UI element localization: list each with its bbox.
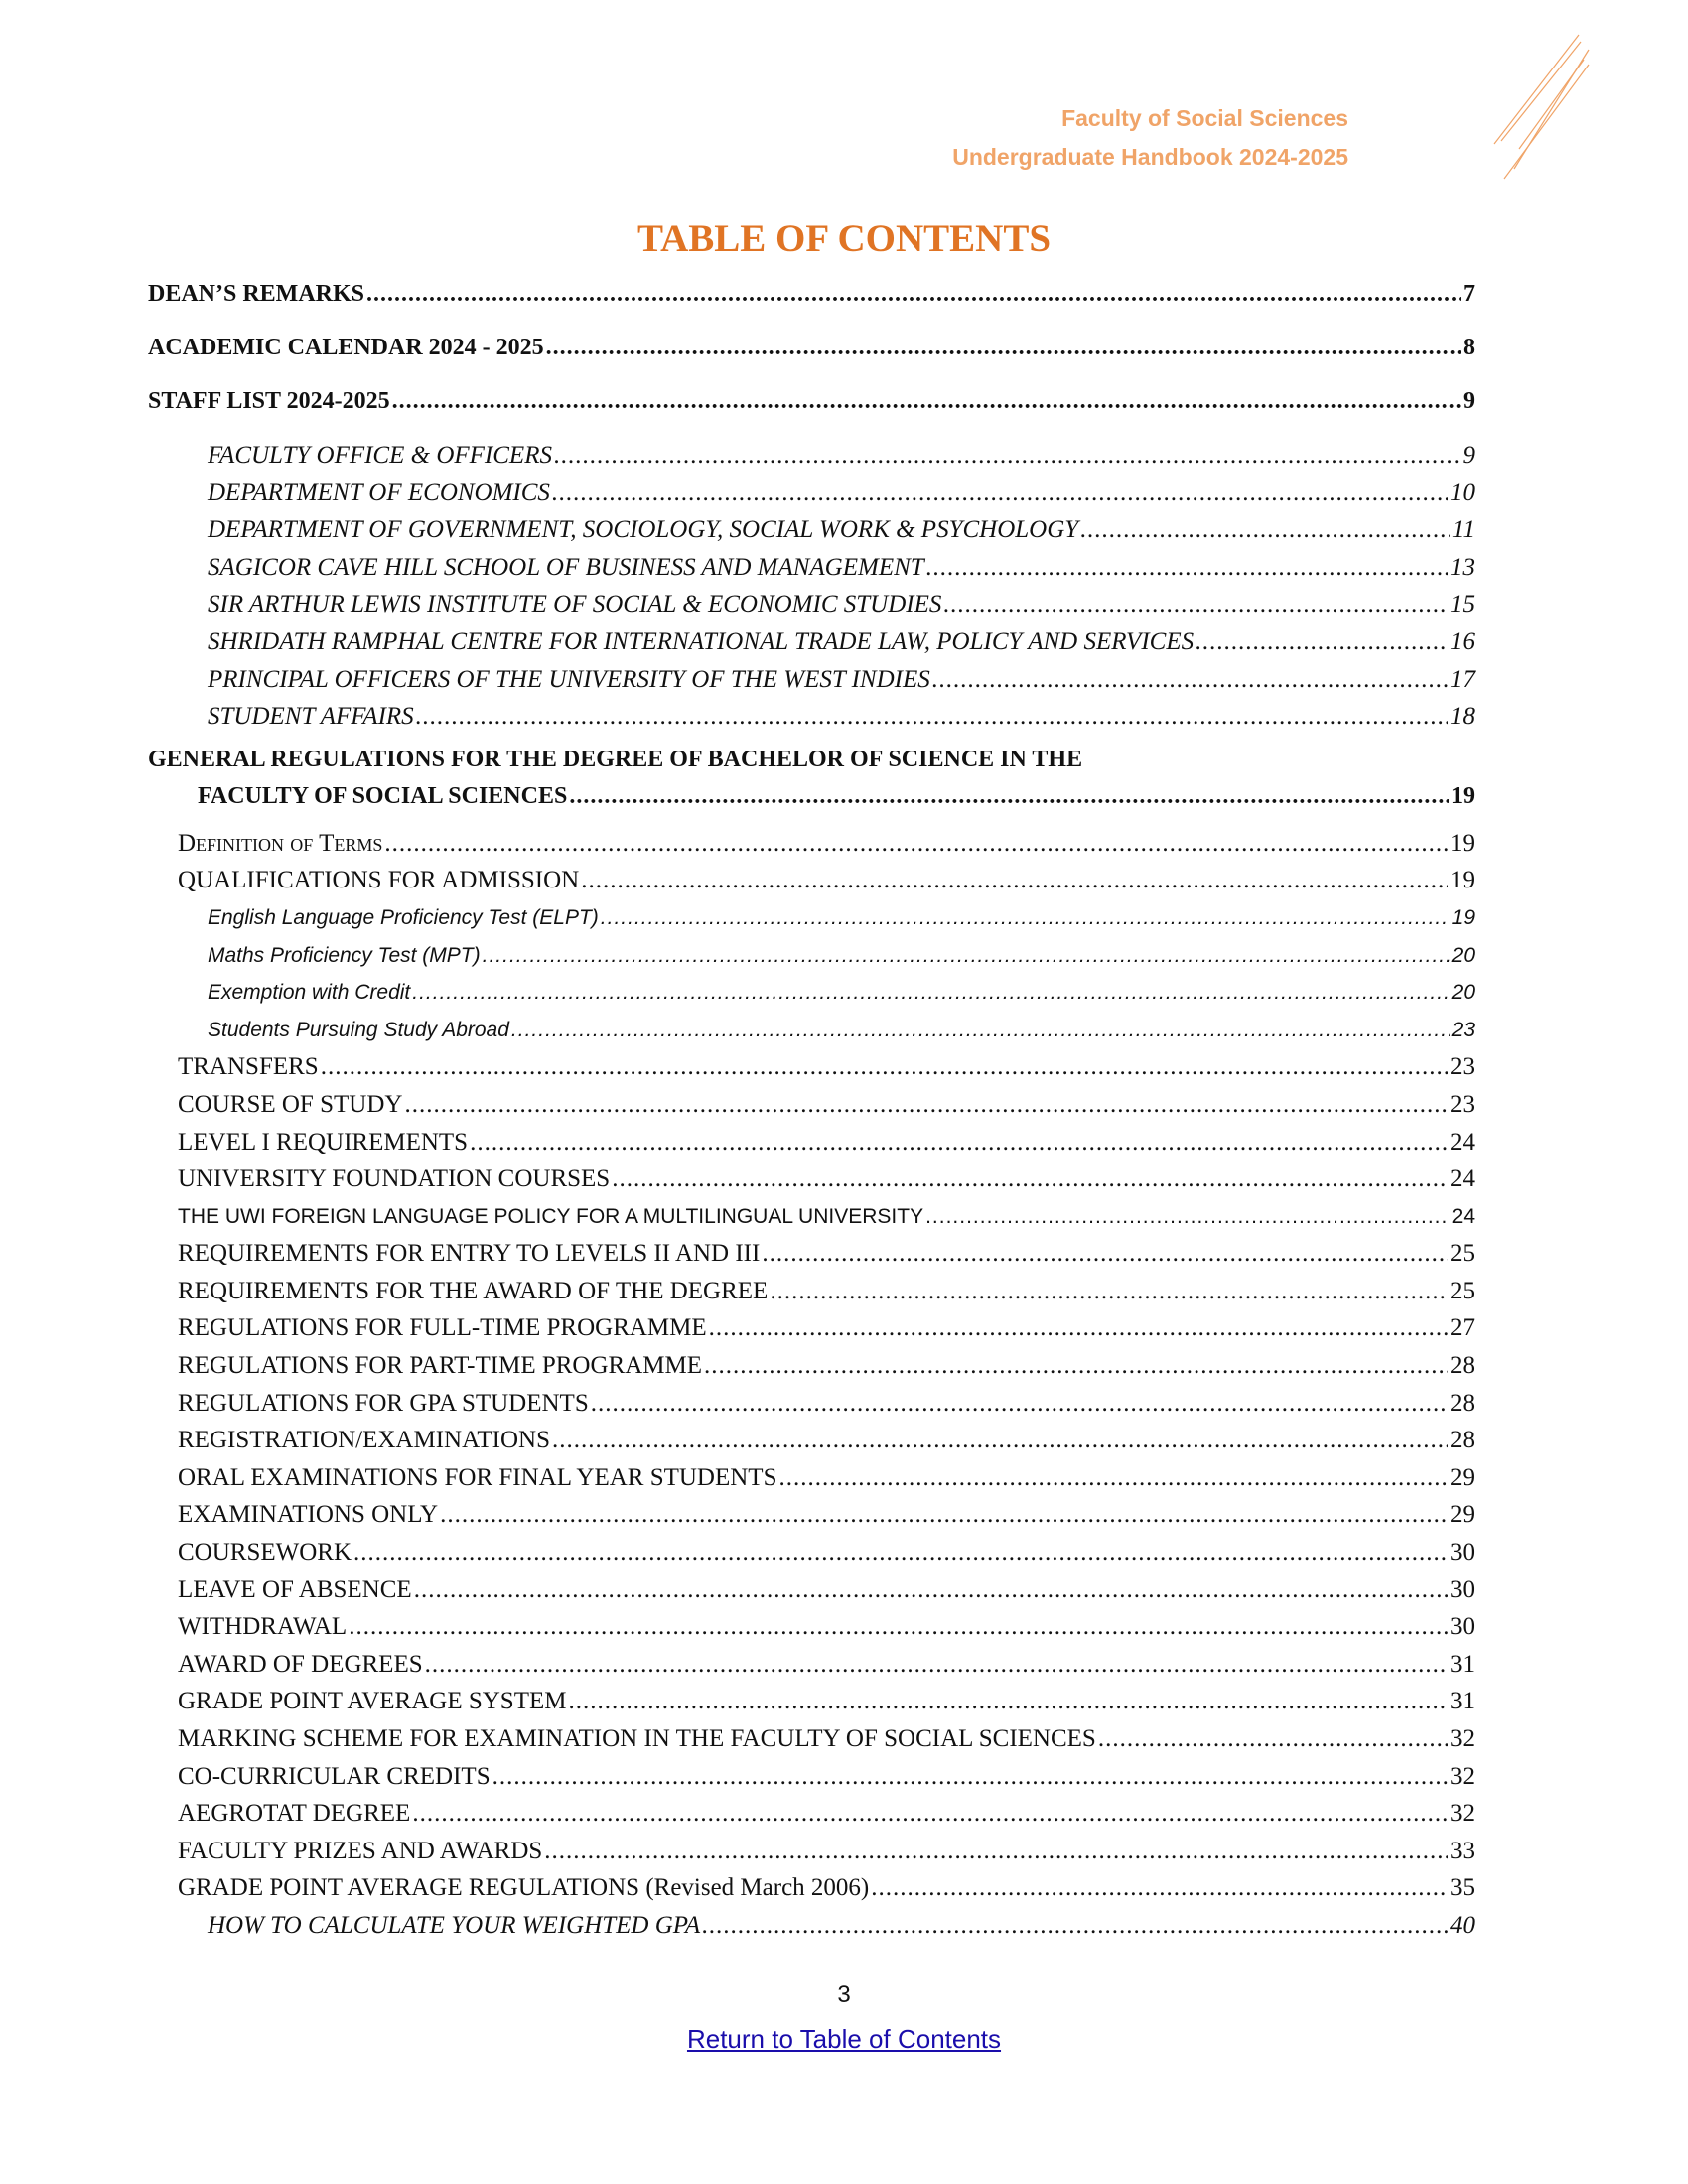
toc-entry-label: STAFF LIST 2024-2025 <box>148 388 390 414</box>
toc-entry[interactable] <box>148 623 1475 661</box>
toc-entry-page: 30 <box>1450 1613 1475 1641</box>
toc-entry-page: 20 <box>1451 943 1475 967</box>
toc-entry-page: 7 <box>1463 281 1475 307</box>
toc-entry[interactable] <box>148 862 1475 899</box>
toc-entry[interactable] <box>148 698 1475 736</box>
toc-entry-label: REQUIREMENTS FOR THE AWARD OF THE DEGREE <box>178 1277 769 1304</box>
dot-leader <box>440 1496 1448 1534</box>
toc-entry-page: 35 <box>1450 1874 1475 1902</box>
toc-entry-label: FACULTY PRIZES AND AWARDS <box>178 1837 543 1864</box>
toc-entry-label: DEPARTMENT OF GOVERNMENT, SOCIOLOGY, SOCIAL WORK & PSYCHOLOGY <box>208 516 1079 544</box>
toc-entry[interactable] <box>148 511 1475 549</box>
toc-entry-page: 13 <box>1450 553 1475 581</box>
toc-entry[interactable] <box>148 1496 1475 1534</box>
toc-entry[interactable] <box>148 1795 1475 1833</box>
toc-entry[interactable] <box>148 1907 1475 1945</box>
toc-entry[interactable] <box>148 1646 1475 1684</box>
toc-entry-label: SHRIDATH RAMPHAL CENTRE FOR INTERNATIONAL TRADE LAW, POLICY AND SERVICES <box>208 627 1195 655</box>
toc-entry-page: 9 <box>1463 388 1475 414</box>
toc-entry-page: 10 <box>1450 478 1475 506</box>
dot-leader <box>778 1459 1448 1497</box>
dot-leader <box>1098 1720 1448 1758</box>
toc-entry-page: 25 <box>1450 1240 1475 1268</box>
toc-entry[interactable] <box>148 1683 1475 1720</box>
toc-entry[interactable] <box>148 1571 1475 1609</box>
toc-entry-page: 24 <box>1450 1165 1475 1193</box>
toc-entry-page: 19 <box>1451 782 1475 809</box>
toc-entry-page: 32 <box>1450 1762 1475 1790</box>
toc-entry-page: 40 <box>1450 1911 1475 1939</box>
dot-leader <box>392 383 1461 419</box>
toc-entry-label: GRADE POINT AVERAGE SYSTEM <box>178 1688 567 1715</box>
toc-entry-label: REGULATIONS FOR FULL-TIME PROGRAMME <box>178 1314 707 1342</box>
toc-entry-label: AEGROTAT DEGREE <box>178 1800 411 1828</box>
toc-entry-label: DEPARTMENT OF ECONOMICS <box>208 478 550 506</box>
toc-entry-page: 8 <box>1463 335 1475 360</box>
toc-entry[interactable] <box>148 1309 1475 1347</box>
dot-leader <box>470 1124 1448 1161</box>
dot-leader <box>1080 511 1450 549</box>
toc-entry-label: COURSE OF STUDY <box>178 1090 403 1118</box>
toc-entry-label: REGULATIONS FOR PART-TIME PROGRAMME <box>178 1352 702 1380</box>
dot-leader <box>425 1646 1448 1684</box>
dot-leader <box>544 1833 1448 1870</box>
return-to-toc-link[interactable]: Return to Table of Contents <box>686 2024 1002 2054</box>
toc-entry-label: FACULTY OF SOCIAL SCIENCES <box>198 782 568 809</box>
toc-entry[interactable] <box>148 1273 1475 1310</box>
toc-entry-page: 19 <box>1450 829 1475 857</box>
toc-entry[interactable] <box>148 1086 1475 1124</box>
toc-entry-page: 31 <box>1450 1688 1475 1715</box>
toc-entry-page: 11 <box>1451 516 1475 544</box>
toc-entry-general-regulations[interactable] <box>148 742 1475 825</box>
toc-entry[interactable] <box>148 1124 1475 1161</box>
toc-entry-page: 24 <box>1450 1128 1475 1156</box>
toc-entry-page: 28 <box>1450 1427 1475 1454</box>
dot-leader <box>511 1012 1450 1049</box>
toc-entry[interactable] <box>148 1422 1475 1459</box>
toc-entry-page: 28 <box>1450 1389 1475 1417</box>
toc-entry[interactable] <box>148 937 1475 975</box>
toc-entry-page: 24 <box>1451 1204 1475 1228</box>
toc-entry[interactable] <box>148 661 1475 699</box>
toc-entry-label: REGISTRATION/EXAMINATIONS <box>178 1427 550 1454</box>
dot-leader <box>349 1608 1448 1646</box>
toc-entry-page: 30 <box>1450 1539 1475 1567</box>
toc-entry[interactable] <box>148 1869 1475 1907</box>
dot-leader <box>404 1086 1448 1124</box>
toc-entry[interactable] <box>148 1833 1475 1870</box>
toc-entry-label: MARKING SCHEME FOR EXAMINATION IN THE FACULTY OF SOCIAL SCIENCES <box>178 1725 1096 1752</box>
toc-entry-page: 29 <box>1450 1463 1475 1491</box>
toc-entry-label: EXAMINATIONS ONLY <box>178 1501 439 1529</box>
toc-entry[interactable] <box>148 475 1475 512</box>
dot-leader <box>414 1571 1448 1609</box>
toc-entry[interactable] <box>148 1235 1475 1273</box>
toc-entry[interactable] <box>148 1347 1475 1385</box>
toc-entry-label: HOW TO CALCULATE YOUR WEIGHTED GPA <box>208 1911 701 1939</box>
header-faculty: Faculty of Social Sciences <box>1061 105 1348 131</box>
toc-entry[interactable] <box>148 1534 1475 1571</box>
toc-entry-page: 29 <box>1450 1501 1475 1529</box>
toc-entry-label: SAGICOR CAVE HILL SCHOOL OF BUSINESS AND MANAGEMENT <box>208 553 924 581</box>
header-handbook: Undergraduate Handbook 2024-2025 <box>952 144 1348 170</box>
toc-entry-page: 31 <box>1450 1650 1475 1678</box>
toc-entry-page: 25 <box>1450 1277 1475 1304</box>
toc-entry[interactable] <box>148 586 1475 623</box>
dot-leader <box>416 698 1448 736</box>
page-title: TABLE OF CONTENTS <box>636 217 1052 260</box>
toc-entry-label: SIR ARTHUR LEWIS INSTITUTE OF SOCIAL & ECONOMIC STUDIES <box>208 591 942 618</box>
dot-leader <box>943 586 1448 623</box>
toc-entry-label: ACADEMIC CALENDAR 2024 - 2025 <box>148 335 544 360</box>
toc-entry-label: THE UWI FOREIGN LANGUAGE POLICY FOR A MULTILINGUAL UNIVERSITY <box>178 1204 924 1228</box>
dot-leader <box>762 1235 1448 1273</box>
dot-leader <box>709 1309 1448 1347</box>
toc-entry-label: ORAL EXAMINATIONS FOR FINAL YEAR STUDENTS <box>178 1463 777 1491</box>
toc-entry-page: 27 <box>1450 1314 1475 1342</box>
dot-leader <box>412 1795 1448 1833</box>
dot-leader <box>581 862 1448 899</box>
dot-leader <box>702 1907 1448 1945</box>
toc-entry-label: Students Pursuing Study Abroad <box>208 1018 509 1041</box>
dot-leader <box>612 1160 1448 1198</box>
toc-entry-label: REQUIREMENTS FOR ENTRY TO LEVELS II AND III <box>178 1240 761 1268</box>
toc-entry[interactable] <box>148 330 1475 383</box>
toc-entry-page: 33 <box>1450 1837 1475 1864</box>
toc-entry[interactable] <box>148 825 1475 863</box>
table-of-contents <box>148 276 1475 1945</box>
toc-entry-page: 16 <box>1450 627 1475 655</box>
toc-entry-label: GENERAL REGULATIONS FOR THE DEGREE OF BACHELOR OF SCIENCE IN THE <box>148 746 1083 772</box>
dot-leader <box>704 1347 1448 1385</box>
dot-leader <box>552 475 1448 512</box>
toc-entry-page: 23 <box>1450 1090 1475 1118</box>
dot-leader <box>384 825 1448 863</box>
toc-entry-label: PRINCIPAL OFFICERS OF THE UNIVERSITY OF THE WEST INDIES <box>208 665 930 693</box>
dot-leader <box>926 549 1448 587</box>
toc-entry[interactable] <box>148 383 1475 437</box>
toc-entry-label: DEAN’S REMARKS <box>148 281 365 307</box>
toc-entry[interactable] <box>148 1160 1475 1198</box>
toc-entry-label: STUDENT AFFAIRS <box>208 703 414 731</box>
dot-leader <box>925 1198 1450 1236</box>
dot-leader <box>1196 623 1448 661</box>
toc-entry-label: Definition of Terms <box>178 829 383 857</box>
page-number: 3 <box>837 1981 851 2008</box>
toc-entry-label: FACULTY OFFICE & OFFICERS <box>208 442 552 469</box>
toc-entry-label: English Language Proficiency Test (ELPT) <box>208 905 599 929</box>
dot-leader <box>601 899 1450 937</box>
toc-entry-label: QUALIFICATIONS FOR ADMISSION <box>178 867 580 894</box>
toc-entry-page: 15 <box>1450 591 1475 618</box>
toc-entry-page: 30 <box>1450 1575 1475 1603</box>
toc-entry[interactable] <box>148 1198 1475 1236</box>
toc-entry-page: 19 <box>1451 905 1475 929</box>
toc-entry-page: 18 <box>1450 703 1475 731</box>
toc-entry-page: 19 <box>1450 867 1475 894</box>
toc-entry[interactable] <box>148 1608 1475 1646</box>
toc-entry[interactable] <box>148 549 1475 587</box>
toc-entry-label: Exemption with Credit <box>208 981 411 1005</box>
toc-entry[interactable] <box>148 1758 1475 1796</box>
toc-entry[interactable] <box>148 276 1475 330</box>
dot-leader <box>492 1758 1448 1796</box>
toc-entry-label: COURSEWORK <box>178 1539 352 1567</box>
toc-entry[interactable] <box>148 899 1475 937</box>
toc-entry[interactable] <box>148 1720 1475 1758</box>
dot-leader <box>353 1534 1448 1571</box>
toc-entry-page: 17 <box>1450 665 1475 693</box>
toc-entry[interactable] <box>148 1459 1475 1497</box>
dot-leader <box>770 1273 1448 1310</box>
toc-entry-page: 23 <box>1451 1018 1475 1041</box>
toc-entry-label: WITHDRAWAL <box>178 1613 348 1641</box>
dot-leader <box>552 1422 1448 1459</box>
toc-entry-page: 23 <box>1450 1053 1475 1081</box>
toc-entry[interactable] <box>148 1048 1475 1086</box>
toc-entry-label: CO-CURRICULAR CREDITS <box>178 1762 491 1790</box>
toc-entry[interactable] <box>148 974 1475 1012</box>
toc-entry-page: 32 <box>1450 1725 1475 1752</box>
toc-entry-page: 32 <box>1450 1800 1475 1828</box>
toc-entry-page: 9 <box>1462 442 1475 469</box>
dot-leader <box>871 1869 1448 1907</box>
toc-entry[interactable] <box>148 437 1475 475</box>
toc-entry-label: AWARD OF DEGREES <box>178 1650 423 1678</box>
toc-entry-label: UNIVERSITY FOUNDATION COURSES <box>178 1165 611 1193</box>
toc-entry-page: 20 <box>1451 981 1475 1005</box>
toc-entry[interactable] <box>148 1385 1475 1423</box>
toc-entry-label: Maths Proficiency Test (MPT) <box>208 943 481 967</box>
dot-leader <box>366 276 1461 312</box>
dot-leader <box>591 1385 1448 1423</box>
dot-leader <box>321 1048 1448 1086</box>
toc-entry-label: TRANSFERS <box>178 1053 319 1081</box>
decorative-lines-icon <box>1489 30 1648 189</box>
dot-leader <box>412 974 1449 1012</box>
dot-leader <box>483 937 1450 975</box>
dot-leader <box>546 330 1461 365</box>
dot-leader <box>568 1683 1448 1720</box>
toc-entry-label: GRADE POINT AVERAGE REGULATIONS (Revised March 2006) <box>178 1874 870 1902</box>
toc-entry-label: LEAVE OF ABSENCE <box>178 1575 412 1603</box>
toc-entry[interactable] <box>148 1012 1475 1049</box>
toc-entry-label: LEVEL I REQUIREMENTS <box>178 1128 469 1156</box>
dot-leader <box>569 778 1449 815</box>
dot-leader <box>932 661 1448 699</box>
toc-entry-label: REGULATIONS FOR GPA STUDENTS <box>178 1389 589 1417</box>
toc-entry-page: 28 <box>1450 1352 1475 1380</box>
dot-leader <box>554 437 1461 475</box>
